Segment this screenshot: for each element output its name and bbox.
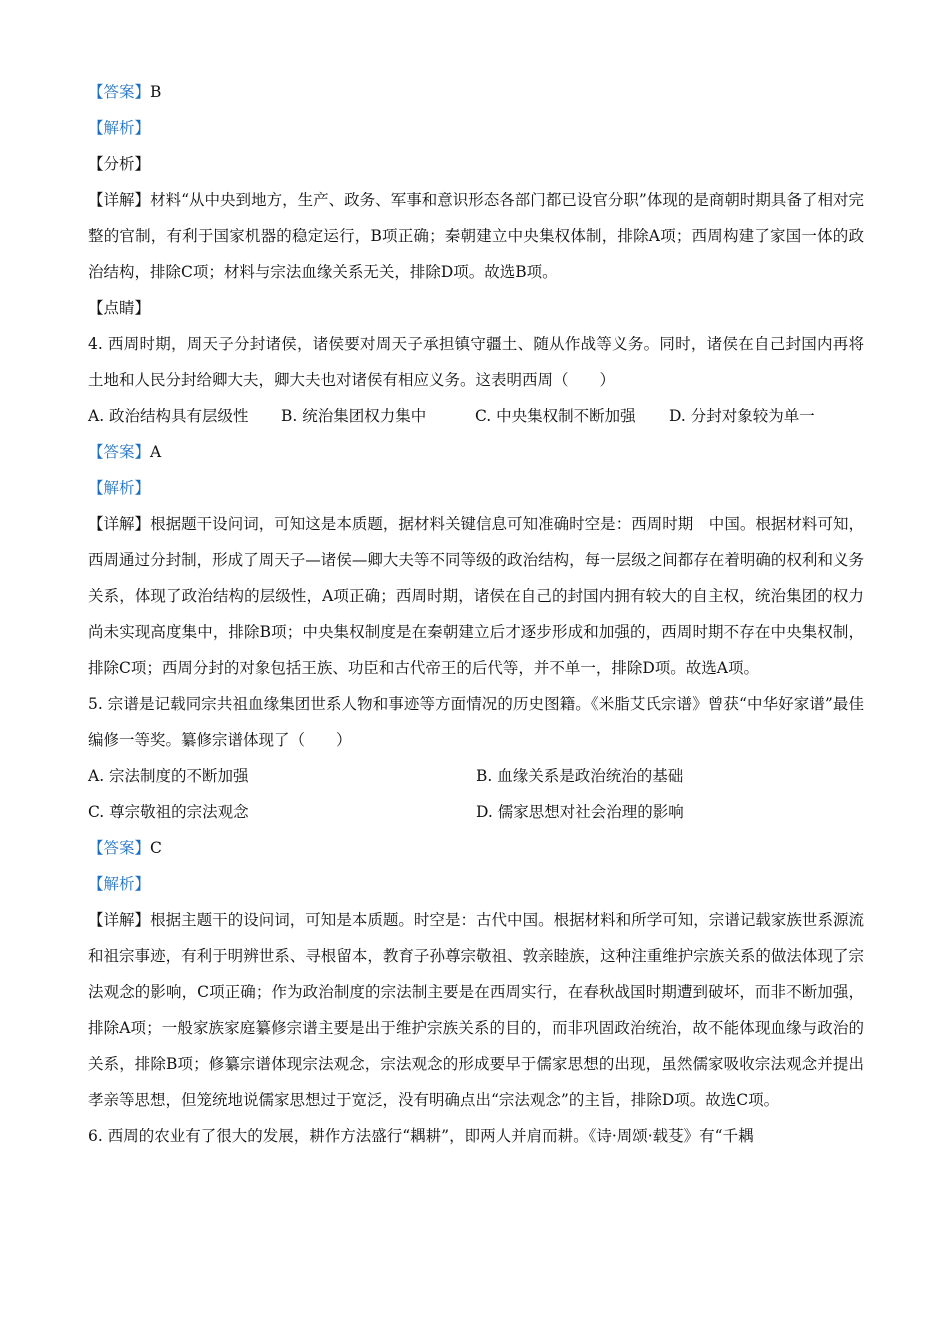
detail-label: 【详解】 xyxy=(88,911,151,929)
q5-analysis-row xyxy=(88,866,864,902)
answer-label: 【答案】 xyxy=(88,443,151,461)
q5-stem: 5. 宗谱是记载同宗共祖血缘集团世系人物和事迹等方面情况的历史图籍。《米脂艾氏宗谱》曾获“中华好家谱”最佳编修一等奖。纂修宗谱体现了（ ） xyxy=(88,695,864,749)
q3-answer-row xyxy=(88,74,864,110)
q4-option-b: B. 统治集团权力集中 xyxy=(281,407,427,425)
q4-answer-row xyxy=(88,434,864,470)
answer-label: 【答案】 xyxy=(88,839,151,857)
q3-analysis-row xyxy=(88,110,864,146)
q3-fenxi-row xyxy=(88,146,864,182)
analysis-label: 【解析】 xyxy=(88,875,151,893)
answer-value: B xyxy=(150,83,162,101)
q4-detail xyxy=(88,506,864,686)
q5-option-b: B. 血缘关系是政治统治的基础 xyxy=(476,767,684,785)
analysis-label: 【解析】 xyxy=(88,119,151,137)
answer-value: C xyxy=(150,839,162,857)
detail-text: 根据主题干的设问词，可知是本质题。时空是：古代中国。根据材料和所学可知，宗谱记载家族世系源流和祖宗事迹，有利于明辨世系、寻根留本，教育子孙尊宗敬祖、敦亲睦族，这种注重维护宗族关系的做法体现了宗法观念的影响，C项正确；作为政治制度的宗法制主要是在西周实行，在春秋战国时期遭到破坏，而非不断加强，排除A项；一般家族家庭纂修宗谱主要是出于维护宗族关系的目的，而非巩固政治统治，故不能体现血缘与政治的关系，排除B项；修纂宗谱体现宗法观念，宗法观念的形成要早于儒家思想的出现，虽然儒家吸收宗法观念并提出孝亲等思想，但笼统地说儒家思想过于宽泛，没有明确点出“宗法观念”的主旨，排除D项。故选C项。 xyxy=(88,911,864,1109)
q4-option-c: C. 中央集权制不断加强 xyxy=(475,407,636,425)
q4-stem: 4. 西周时期，周天子分封诸侯，诸侯要对周天子承担镇守疆土、随从作战等义务。同时，诸侯在自己封国内再将土地和人民分封给卿大夫，卿大夫也对诸侯有相应义务。这表明西周（ ） xyxy=(88,335,864,389)
q5-option-c: C. 尊宗敬祖的宗法观念 xyxy=(88,803,249,821)
q6-stem: 6. 西周的农业有了很大的发展，耕作方法盛行“耦耕”，即两人并肩而耕。《诗·周颂·载芟》有“千耦 xyxy=(88,1127,754,1145)
q4-option-a: A. 政治结构具有层级性 xyxy=(88,407,249,425)
q5-answer-row xyxy=(88,830,864,866)
q5-options-row-2 xyxy=(88,794,864,830)
detail-label: 【详解】 xyxy=(88,191,151,209)
q5-detail xyxy=(88,902,864,1118)
q4-option-d: D. 分封对象较为单一 xyxy=(669,407,815,425)
q4-analysis-row xyxy=(88,470,864,506)
q4-options xyxy=(88,398,864,434)
q3-dianjing-row xyxy=(88,290,864,326)
dianjing-label: 【点睛】 xyxy=(88,299,151,317)
q5-options-row-1 xyxy=(88,758,864,794)
analysis-label: 【解析】 xyxy=(88,479,151,497)
q3-detail xyxy=(88,182,864,290)
document-page xyxy=(88,74,864,1154)
q5-option-d: D. 儒家思想对社会治理的影响 xyxy=(476,803,684,821)
detail-text: 材料“从中央到地方，生产、政务、军事和意识形态各部门都已设官分职”体现的是商朝时期具备了相对完整的官制，有利于国家机器的稳定运行，B项正确；秦朝建立中央集权体制，排除A项；西周构建了家国一体的政治结构，排除C项；材料与宗法血缘关系无关，排除D项。故选B项。 xyxy=(88,191,864,281)
detail-label: 【详解】 xyxy=(88,515,151,533)
detail-text: 根据题干设问词，可知这是本质题，据材料关键信息可知准确时空是：西周时期 中国。根据材料可知，西周通过分封制，形成了周天子—诸侯—卿大夫等不同等级的政治结构，每一层级之间都存在着明确的权利和义务关系，体现了政治结构的层级性，A项正确；西周时期，诸侯在自己的封国内拥有较大的自主权，统治集团的权力尚未实现高度集中，排除B项；中央集权制度是在秦朝建立后才逐步形成和加强的，西周时期不存在中央集权制，排除C项；西周分封的对象包括王族、功臣和古代帝王的后代等，并不单一，排除D项。故选A项。 xyxy=(88,515,864,677)
answer-value: A xyxy=(150,443,162,461)
q5-option-a: A. 宗法制度的不断加强 xyxy=(88,767,249,785)
fenxi-label: 【分析】 xyxy=(88,155,151,173)
answer-label: 【答案】 xyxy=(88,83,151,101)
